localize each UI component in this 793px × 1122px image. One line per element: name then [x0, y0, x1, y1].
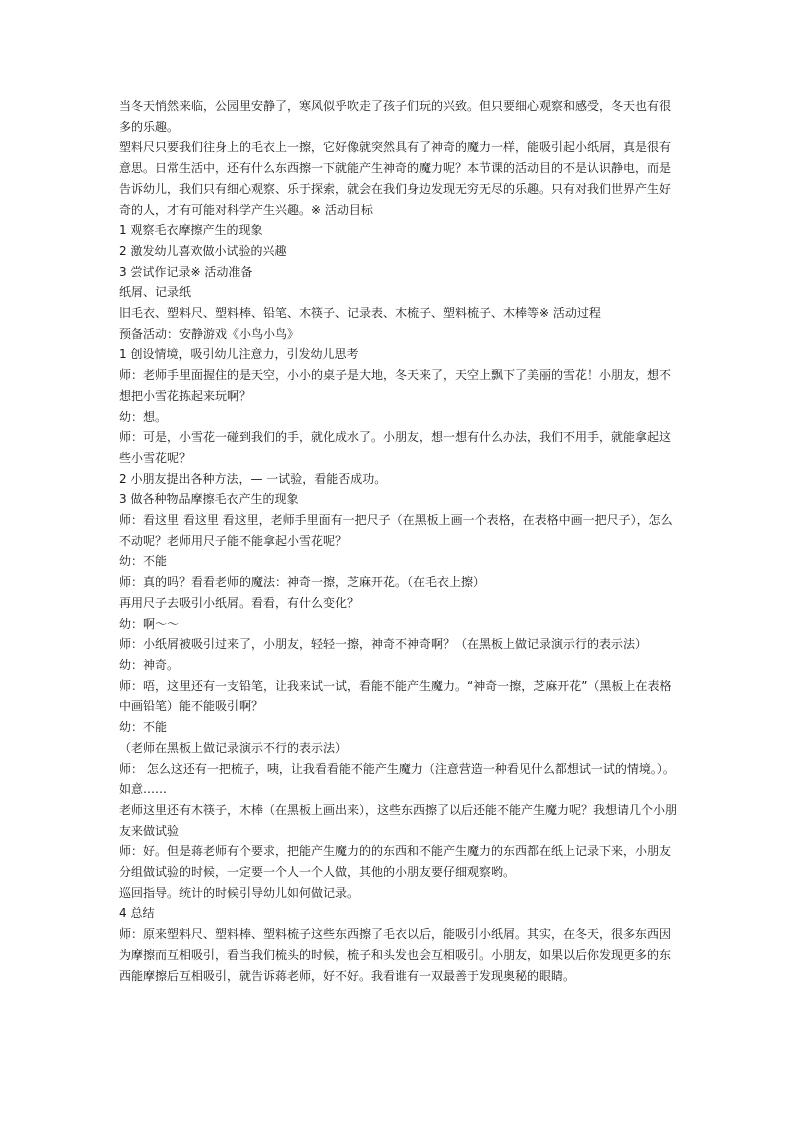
text-line: 多的乐趣。: [119, 119, 180, 134]
document-body: [119, 96, 679, 986]
text-line: （老师在黑板上做记录演示不行的表示法）: [119, 740, 348, 755]
text-line: 幼：不能: [119, 554, 168, 569]
text-line: 师：好。但是蒋老师有个要求，把能产生魔力的的东西和不能产生魔力的东西都在纸上记录下来，小朋友: [119, 844, 672, 859]
text-line: 如意……: [119, 782, 168, 797]
text-line: 纸屑、记录纸: [119, 285, 192, 300]
text-line: 西能摩擦后互相吸引，就告诉蒋老师，好不好。我看谁有一双最善于发现奥秘的眼睛。: [119, 968, 576, 983]
text-line: 中画铅笔）能不能吸引啊？: [119, 699, 264, 714]
text-line: 想把小雪花拣起来玩啊？: [119, 388, 252, 403]
text-line: 不动呢？老师用尺子能不能拿起小雪花呢？: [119, 533, 348, 548]
text-line: 师：原来塑料尺、塑料棒、塑料梳子这些东西擦了毛衣以后，能吸引小纸屑。其实，在冬天，很多东西因: [119, 927, 672, 942]
text-line: 旧毛衣、塑料尺、塑料棒、铅笔、木筷子、记录表、木梳子、塑料梳子、木棒等※ 活动过程: [119, 306, 601, 321]
text-line: 老师这里还有木筷子，木棒（在黑板上画出来），这些东西擦了以后还能不能产生魔力呢？我想请几个小朋: [119, 802, 678, 817]
text-line: 3 做各种物品摩擦毛衣产生的现象: [119, 492, 299, 507]
text-line: 师：唔，这里还有一支铅笔，让我来试一试，看能不能产生魔力。“神奇一擦，芝麻开花”（黑板上在表格: [119, 678, 672, 693]
text-line: 巡回指导。统计的时候引导幼儿如何做记录。: [119, 885, 360, 900]
text-line: 再用尺子去吸引小纸屑。看看，有什么变化？: [119, 595, 360, 610]
text-line: 当冬天悄然来临，公园里安静了，寒风似乎吹走了孩子们玩的兴致。但只要细心观察和感受，冬天也有很: [119, 99, 672, 113]
text-line: 幼：神奇。: [119, 657, 180, 672]
text-line: 4 总结: [119, 906, 155, 921]
text-line: 些小雪花呢？: [119, 450, 192, 465]
text-line: 师：小纸屑被吸引过来了，小朋友，轻轻一擦，神奇不神奇啊？（在黑板上做记录演示行的表示法）: [119, 637, 648, 652]
text-line: 3 尝试作记录※ 活动准备: [119, 264, 253, 279]
text-line: 塑料尺只要我们往身上的毛衣上一擦，它好像就突然具有了神奇的魔力一样，能吸引起小纸屑，真是很有: [119, 140, 672, 155]
text-line: 师：老师手里面握住的是天空，小小的桌子是大地，冬天来了，天空上飘下了美丽的雪花！小朋友，想不: [119, 368, 672, 383]
text-line: 预备活动：安静游戏《小鸟小鸟》: [119, 326, 300, 341]
text-line: 幼：想。: [119, 409, 168, 424]
text-line: 幼：啊～～: [119, 616, 180, 631]
text-line: 1 观察毛衣摩擦产生的现象: [119, 223, 263, 238]
text-line: 意思。日常生活中，还有什么东西擦一下就能产生神奇的魔力呢？本节课的活动目的不是认识静电，而是: [119, 161, 672, 176]
text-line: 为摩擦而互相吸引，看当我们梳头的时候，梳子和头发也会互相吸引。小朋友，如果以后你发现更多的东: [119, 947, 672, 962]
text-line: 师：真的吗？看看老师的魔法：神奇一擦，芝麻开花。（在毛衣上擦）: [119, 575, 486, 590]
text-line: 1 创设情境，吸引幼儿注意力，引发幼儿思考: [119, 347, 359, 362]
text-line: 2 激发幼儿喜欢做小试验的兴趣: [119, 243, 287, 258]
text-line: 友来做试验: [119, 823, 180, 838]
text-line: 告诉幼儿，我们只有细心观察、乐于探索，就会在我们身边发现无穷无尽的乐趣。只有对我们世界产生好: [119, 181, 672, 196]
text-line: 幼：不能: [119, 720, 168, 735]
text-line: 2 小朋友提出各种方法，— 一试验，看能否成功。: [119, 471, 387, 486]
text-line: 师：可是，小雪花一碰到我们的手，就化成水了。小朋友，想一想有什么办法，我们不用手，就能拿起这: [119, 430, 672, 445]
text-line: 师： 怎么这还有一把梳子，咦，让我看看能不能产生魔力（注意营造一种看见什么都想试一试的情境。）。: [119, 761, 675, 776]
text-line: 奇的人，才有可能对科学产生兴趣。※ 活动目标: [119, 202, 373, 217]
text-line: 分组做试验的时候，一定要一个人一个人做，其他的小朋友要仔细观察哟。: [119, 865, 516, 880]
text-line: 师：看这里 看这里 看这里，老师手里面有一把尺子（在黑板上画一个表格，在表格中画一把尺子），怎么: [119, 513, 673, 528]
